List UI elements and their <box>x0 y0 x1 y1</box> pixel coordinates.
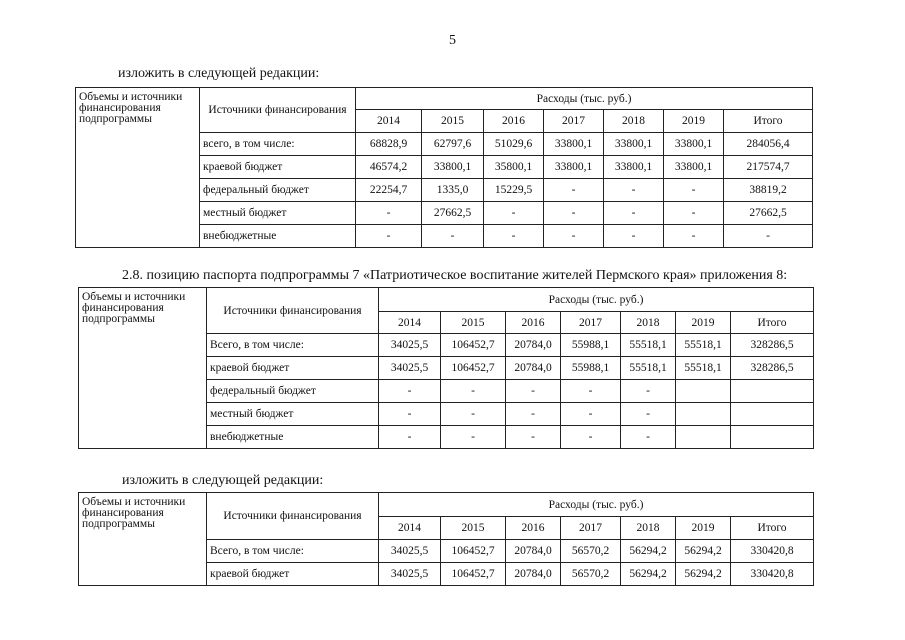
value-cell: - <box>484 202 544 225</box>
value-cell: 55518,1 <box>676 334 731 357</box>
value-cell: 55518,1 <box>621 357 676 380</box>
value-cell: 33800,1 <box>422 156 484 179</box>
value-cell: 27662,5 <box>724 202 813 225</box>
financing-table-3 <box>78 492 814 586</box>
year-header: 2014 <box>379 517 441 540</box>
value-cell: - <box>484 225 544 248</box>
year-header: 2014 <box>356 110 422 133</box>
value-cell: 38819,2 <box>724 179 813 202</box>
source-name: местный бюджет <box>207 403 379 426</box>
year-header: 2015 <box>422 110 484 133</box>
value-cell: 56294,2 <box>621 540 676 563</box>
table-label: Объемы и источники финансирования подпрограммы <box>76 88 200 248</box>
year-header: 2017 <box>561 312 621 334</box>
table-label: Объемы и источники финансирования подпрограммы <box>79 493 207 586</box>
value-cell: - <box>379 426 441 449</box>
year-header: 2018 <box>621 312 676 334</box>
value-cell: - <box>356 225 422 248</box>
financing-table-1 <box>75 87 813 248</box>
value-cell: - <box>561 403 621 426</box>
value-cell: 33800,1 <box>604 133 664 156</box>
source-name: внебюджетные <box>200 225 356 248</box>
year-header: 2017 <box>561 517 621 540</box>
value-cell: 20784,0 <box>506 357 561 380</box>
value-cell: - <box>604 225 664 248</box>
source-name: федеральный бюджет <box>200 179 356 202</box>
value-cell: - <box>356 202 422 225</box>
value-cell: 20784,0 <box>506 540 561 563</box>
expenses-header: Расходы (тыс. руб.) <box>356 88 813 110</box>
value-cell: 56570,2 <box>561 540 621 563</box>
source-name: внебюджетные <box>207 426 379 449</box>
value-cell: 56294,2 <box>676 563 731 586</box>
value-cell: 33800,1 <box>544 133 604 156</box>
value-cell: 15229,5 <box>484 179 544 202</box>
year-header: Итого <box>731 517 814 540</box>
source-header: Источники финансирования <box>207 493 379 540</box>
value-cell <box>676 403 731 426</box>
value-cell: - <box>544 202 604 225</box>
section-heading-2-8: 2.8. позицию паспорта подпрограммы 7 «Патриотическое воспитание жителей Пермского края» приложения 8: <box>122 268 788 283</box>
value-cell: 33800,1 <box>544 156 604 179</box>
value-cell: - <box>604 179 664 202</box>
value-cell: 34025,5 <box>379 563 441 586</box>
value-cell: 330420,8 <box>731 563 814 586</box>
value-cell: 34025,5 <box>379 357 441 380</box>
value-cell: - <box>724 225 813 248</box>
value-cell: - <box>379 403 441 426</box>
value-cell: - <box>379 380 441 403</box>
year-header: 2015 <box>441 312 506 334</box>
value-cell: 217574,7 <box>724 156 813 179</box>
year-header: 2017 <box>544 110 604 133</box>
year-header: 2019 <box>676 517 731 540</box>
year-header: Итого <box>724 110 813 133</box>
value-cell: - <box>664 202 724 225</box>
year-header: 2016 <box>506 517 561 540</box>
value-cell: - <box>544 179 604 202</box>
value-cell: - <box>441 380 506 403</box>
value-cell: - <box>664 179 724 202</box>
value-cell: - <box>604 202 664 225</box>
source-header: Источники финансирования <box>207 288 379 334</box>
value-cell: - <box>621 403 676 426</box>
year-header: 2015 <box>441 517 506 540</box>
source-name: Всего, в том числе: <box>207 540 379 563</box>
value-cell <box>676 380 731 403</box>
value-cell: 34025,5 <box>379 540 441 563</box>
value-cell: 330420,8 <box>731 540 814 563</box>
value-cell: - <box>561 380 621 403</box>
intro-paragraph-3: изложить в следующей редакции: <box>122 473 324 488</box>
value-cell: 35800,1 <box>484 156 544 179</box>
value-cell: - <box>506 380 561 403</box>
table-label: Объемы и источники финансирования подпрограммы <box>79 288 207 449</box>
value-cell: 56294,2 <box>621 563 676 586</box>
value-cell: 27662,5 <box>422 202 484 225</box>
value-cell: - <box>621 426 676 449</box>
value-cell: - <box>422 225 484 248</box>
value-cell: 328286,5 <box>731 334 814 357</box>
source-name: всего, в том числе: <box>200 133 356 156</box>
value-cell: 56294,2 <box>676 540 731 563</box>
value-cell: - <box>506 426 561 449</box>
value-cell: 284056,4 <box>724 133 813 156</box>
value-cell: 106452,7 <box>441 540 506 563</box>
value-cell: 55988,1 <box>561 357 621 380</box>
value-cell: 33800,1 <box>664 156 724 179</box>
value-cell: - <box>664 225 724 248</box>
year-header: Итого <box>731 312 814 334</box>
page-number: 5 <box>449 33 456 48</box>
value-cell: 55988,1 <box>561 334 621 357</box>
value-cell: 46574,2 <box>356 156 422 179</box>
value-cell: 68828,9 <box>356 133 422 156</box>
value-cell: 328286,5 <box>731 357 814 380</box>
value-cell: 20784,0 <box>506 334 561 357</box>
value-cell: 62797,6 <box>422 133 484 156</box>
value-cell: 55518,1 <box>676 357 731 380</box>
year-header: 2016 <box>484 110 544 133</box>
value-cell: 106452,7 <box>441 334 506 357</box>
value-cell <box>731 380 814 403</box>
year-header: 2014 <box>379 312 441 334</box>
source-header: Источники финансирования <box>200 88 356 133</box>
value-cell <box>731 403 814 426</box>
expenses-header: Расходы (тыс. руб.) <box>379 288 814 312</box>
value-cell: 56570,2 <box>561 563 621 586</box>
intro-paragraph-1: изложить в следующей редакции: <box>118 66 320 81</box>
source-name: местный бюджет <box>200 202 356 225</box>
value-cell: 55518,1 <box>621 334 676 357</box>
year-header: 2019 <box>676 312 731 334</box>
source-name: краевой бюджет <box>200 156 356 179</box>
value-cell: 106452,7 <box>441 357 506 380</box>
value-cell: - <box>544 225 604 248</box>
expenses-header: Расходы (тыс. руб.) <box>379 493 814 517</box>
year-header: 2019 <box>664 110 724 133</box>
year-header: 2016 <box>506 312 561 334</box>
value-cell: 1335,0 <box>422 179 484 202</box>
year-header: 2018 <box>604 110 664 133</box>
value-cell <box>676 426 731 449</box>
value-cell: - <box>441 426 506 449</box>
value-cell: - <box>506 403 561 426</box>
value-cell: - <box>561 426 621 449</box>
value-cell: 22254,7 <box>356 179 422 202</box>
value-cell: 51029,6 <box>484 133 544 156</box>
source-name: Всего, в том числе: <box>207 334 379 357</box>
financing-table-2 <box>78 287 814 449</box>
source-name: краевой бюджет <box>207 563 379 586</box>
value-cell: 106452,7 <box>441 563 506 586</box>
value-cell: 20784,0 <box>506 563 561 586</box>
value-cell: 33800,1 <box>604 156 664 179</box>
value-cell: 34025,5 <box>379 334 441 357</box>
source-name: краевой бюджет <box>207 357 379 380</box>
value-cell: - <box>441 403 506 426</box>
value-cell <box>731 426 814 449</box>
value-cell: - <box>621 380 676 403</box>
value-cell: 33800,1 <box>664 133 724 156</box>
source-name: федеральный бюджет <box>207 380 379 403</box>
year-header: 2018 <box>621 517 676 540</box>
